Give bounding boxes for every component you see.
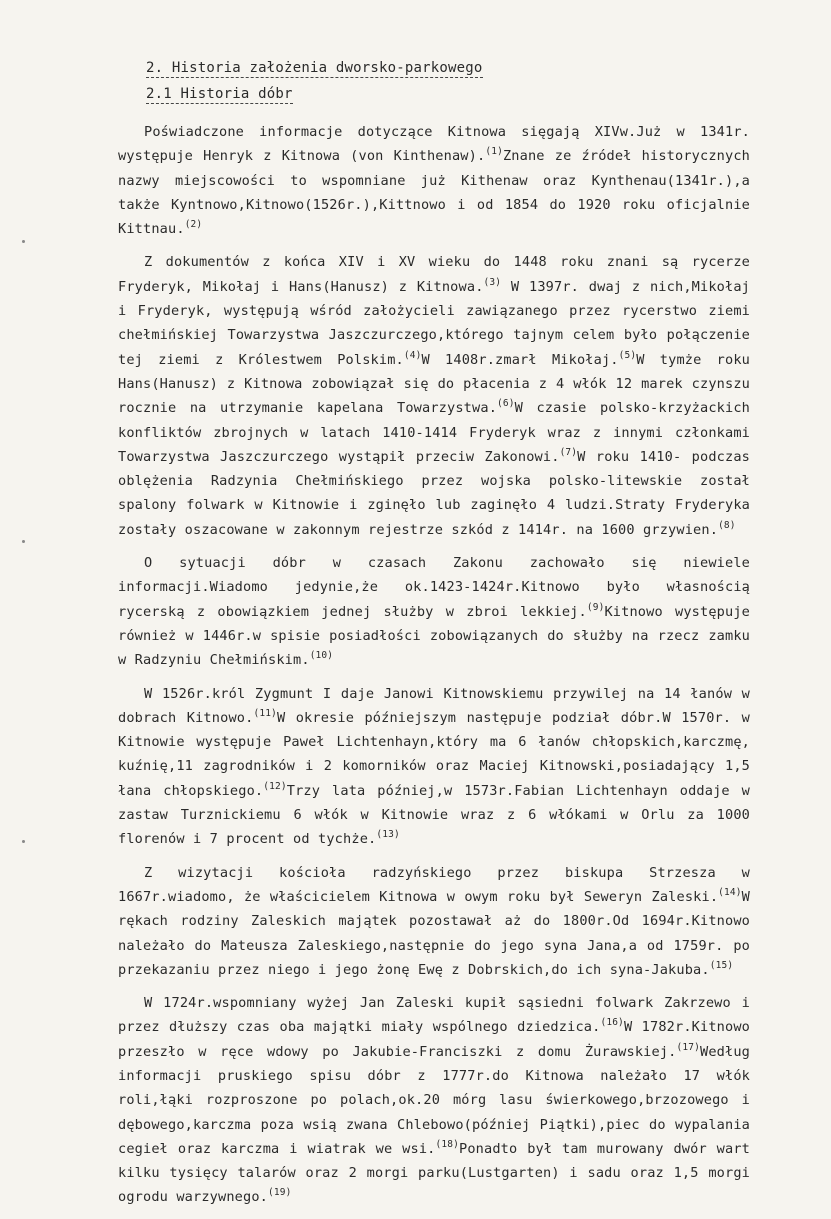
text-run: W tymże roku Hans(Hanusz) z Kitnowa zobowiązał się do płacenia z 4 włók 12 marek czynszu rocznie na utrzymanie kapelana Towarzystwa. xyxy=(118,351,751,417)
subsection-heading: 2.1 Historia dóbr xyxy=(146,86,293,102)
paragraph xyxy=(118,861,750,982)
paragraph xyxy=(118,682,750,852)
text-run: W okresie późniejszym następuje podział dóbr.W 1570r. w Kitnowie występuje Paweł Lichtenhayn,który ma 6 łanów chłopskich,karczmę, kuźnię,11 zagrodników i 2 komorników oraz Maciej Kitnowski,posiadający 1,5 łana chłopskiego. xyxy=(118,709,750,799)
text-run: Ponadto był tam murowany dwór wart kilku tysięcy talarów oraz 2 morgi parku(Lustgarten) i sadu oraz 1,5 morgi ogrodu warzywnego. xyxy=(118,1140,750,1206)
text-run: W czasie polsko-krzyżackich konfliktów zbrojnych w latach 1410-1414 Fryderyk wraz z innymi członkami Towarzystwa Jaszczurczego wystąpił przeciw Zakonowi. xyxy=(118,400,750,465)
footnote-marker: (3) xyxy=(483,276,502,288)
footnote-marker: (14) xyxy=(718,886,742,898)
paragraph xyxy=(118,250,750,542)
text-run: W 1397r. dwaj z nich,Mikołaj i Fryderyk, występują wśród założycieli zawiązanego przez rycerstwo ziemi chełmińskiej Towarzystwa Jaszczurczego,którego tajnym celem było połączenie tej ziemi z Królestwem Polskim. xyxy=(118,278,750,368)
text-run: W 1724r.wspomniany wyżej Jan Zaleski kupił sąsiedni folwark Zakrzewo i przez dłuższy czas oba majątki miały wspólnego dziedzica. xyxy=(118,995,750,1036)
footnote-marker: (4) xyxy=(403,349,422,361)
paragraph xyxy=(118,991,750,1210)
footnote-marker: (5) xyxy=(618,349,637,361)
text-run: Trzy lata później,w 1573r.Fabian Lichtenhayn oddaje w zastaw Turznickiemu 6 włók w Kitnowie wraz z 6 włókami w Orlu za 1000 florenów i 7 procent od tychże. xyxy=(118,782,750,848)
footnote-marker: (10) xyxy=(309,650,334,662)
text-run: W 1782r.Kitnowo przeszło w ręce wdowy po Jakubie-Franciszki z domu Żurawskiej. xyxy=(118,1019,751,1060)
footnote-marker: (19) xyxy=(268,1187,292,1199)
footnote-marker: (2) xyxy=(184,219,203,231)
text-run: W roku 1410- podczas oblężenia Radzynia Chełmińskiego przez wojska polsko-litewskie został spalony folwark w Kitnowie i zginęło lub zaginęło 4 ludzi.Straty Fryderyka zostały oszacowane w zakonnym rejestrze szkód z 1414r. na 1600 grzywien. xyxy=(118,448,750,538)
footnote-marker: (8) xyxy=(718,519,736,531)
text-run: Z dokumentów z końca XIV i XV wieku do 1448 roku znani są rycerze Fryderyk, Mikołaj i Hans(Hanusz) z Kitnowa. xyxy=(118,254,750,295)
text-run: O sytuacji dóbr w czasach Zakonu zachowało się niewiele informacji.Wiadomo jedynie,że ok.1423-1424r.Kitnowo było własnością rycerską z obowiązkiem jednej służby w zbroi lekkiej. xyxy=(118,555,750,620)
text-run: W 1408r.zmarł Mikołaj. xyxy=(421,351,619,368)
text-run: Kitnowo występuje również w 1446r.w spisie posiadłości zobowiązanych do służby na rzecz zamku w Radzyniu Chełmińskim. xyxy=(118,603,750,669)
text-run: W 1526r.król Zygmunt I daje Janowi Kitnowskiemu przywilej na 14 łanów w dobrach Kitnowo. xyxy=(118,685,750,726)
margin-mark xyxy=(22,840,25,843)
footnote-marker: (12) xyxy=(263,780,287,792)
footnote-marker: (11) xyxy=(253,707,277,719)
text-run: Według informacji pruskiego spisu dóbr z 1777r.do Kitnowa należało 17 włók roli,łąki rozproszone po polach,ok.20 mórg lasu świerkowego,brzozowego i dębowego,karczma poza wsią zwana Chlebowo(później Piątki),piec do wypalania cegieł oraz karczma i wiatrak we wsi. xyxy=(118,1043,750,1157)
text-run: W rękach rodziny Zaleskich majątek pozostawał aż do 1800r.Od 1694r.Kitnowo należało do Mateusza Zaleskiego,następnie do jego syna Jana,a od 1759r. po przekazaniu przez niego i jego żonę Ewę z Dobrskich,do ich syna-Jakuba. xyxy=(118,888,750,978)
footnote-marker: (13) xyxy=(376,829,400,841)
paragraph xyxy=(118,551,750,672)
footnote-marker: (18) xyxy=(435,1138,459,1150)
footnote-marker: (17) xyxy=(676,1041,700,1053)
text-run: Poświadczone informacje dotyczące Kitnowa sięgają XIVw.Już w 1341r. występuje Henryk z Kitnowa (von Kinthenaw). xyxy=(118,124,750,165)
footnote-marker: (7) xyxy=(559,446,578,458)
body-text xyxy=(118,120,750,1219)
footnote-marker: (9) xyxy=(586,601,605,613)
margin-mark xyxy=(22,240,25,243)
footnote-marker: (1) xyxy=(485,146,503,158)
margin-mark xyxy=(22,540,25,543)
text-run: Znane ze źródeł historycznych nazwy miejscowości to wspomniane już Kithenaw oraz Kynthenau(1341r.),a także Kyntnowo,Kitnowo(1526r.),Kittnowo i od 1854 do 1920 roku oficjalnie Kittnau. xyxy=(118,148,750,238)
paragraph xyxy=(118,120,750,241)
footnote-marker: (6) xyxy=(497,398,515,410)
footnote-marker: (16) xyxy=(600,1017,624,1029)
section-heading: 2. Historia założenia dworsko-parkowego xyxy=(146,60,483,76)
text-run: Z wizytacji kościoła radzyńskiego przez biskupa Strzesza w 1667r.wiadomo, że właścicielem Kitnowa w owym roku był Seweryn Zaleski. xyxy=(118,864,750,905)
footnote-marker: (15) xyxy=(709,959,734,971)
